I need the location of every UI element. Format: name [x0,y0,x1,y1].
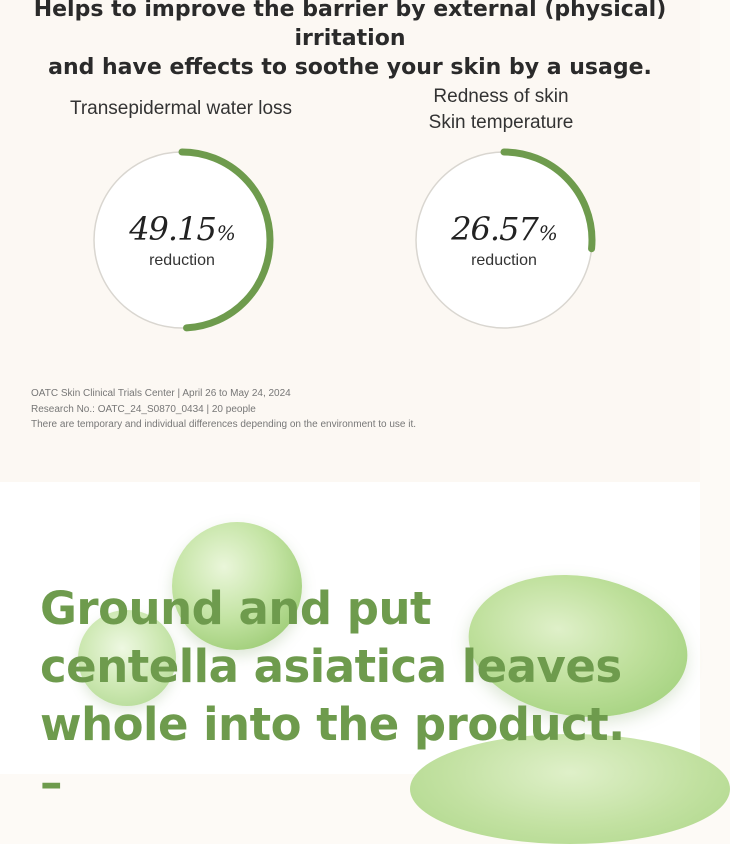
headline-line-2: and have effects to soothe your skin by a usage. [48,55,652,80]
slogan [40,580,660,812]
note-line: There are temporary and individual differences depending on the environment to use it. [31,419,417,430]
stat-label-redness [360,84,642,136]
stat-subtext: reduction [149,252,215,269]
stat-value [451,210,557,248]
stat-label-line: Redness of skin [433,86,569,107]
stat-ring-water-loss [82,140,282,340]
stat-label-water-loss [40,96,322,122]
slogan-line-2: centella asiatica leaves [40,640,622,693]
stat-ring-redness [404,140,604,340]
product-ingredient-section [0,482,700,809]
ring-text [404,140,604,340]
clinical-notes [31,386,416,433]
stat-label-line: Skin temperature [428,112,574,133]
stat-value [129,210,235,248]
note-line: Research No.: OATC_24_S0870_0434 | 20 people [31,403,256,415]
stat-label-line: Transepidermal water loss [69,98,293,119]
stat-number: 26.57 [451,210,538,248]
stat-unit: % [538,221,557,245]
headline [0,0,700,82]
stat-unit: % [216,221,235,245]
stat-number: 49.15 [129,210,216,248]
slogan-line-3: whole into the product. – [40,698,625,809]
ring-text [82,140,282,340]
stat-subtext: reduction [471,252,537,269]
slogan-line-1: Ground and put [40,582,432,635]
headline-line-1: Helps to improve the barrier by external (physical) irritation [33,0,667,51]
note-line: OATC Skin Clinical Trials Center | April 26 to May 24, 2024 [31,388,291,399]
